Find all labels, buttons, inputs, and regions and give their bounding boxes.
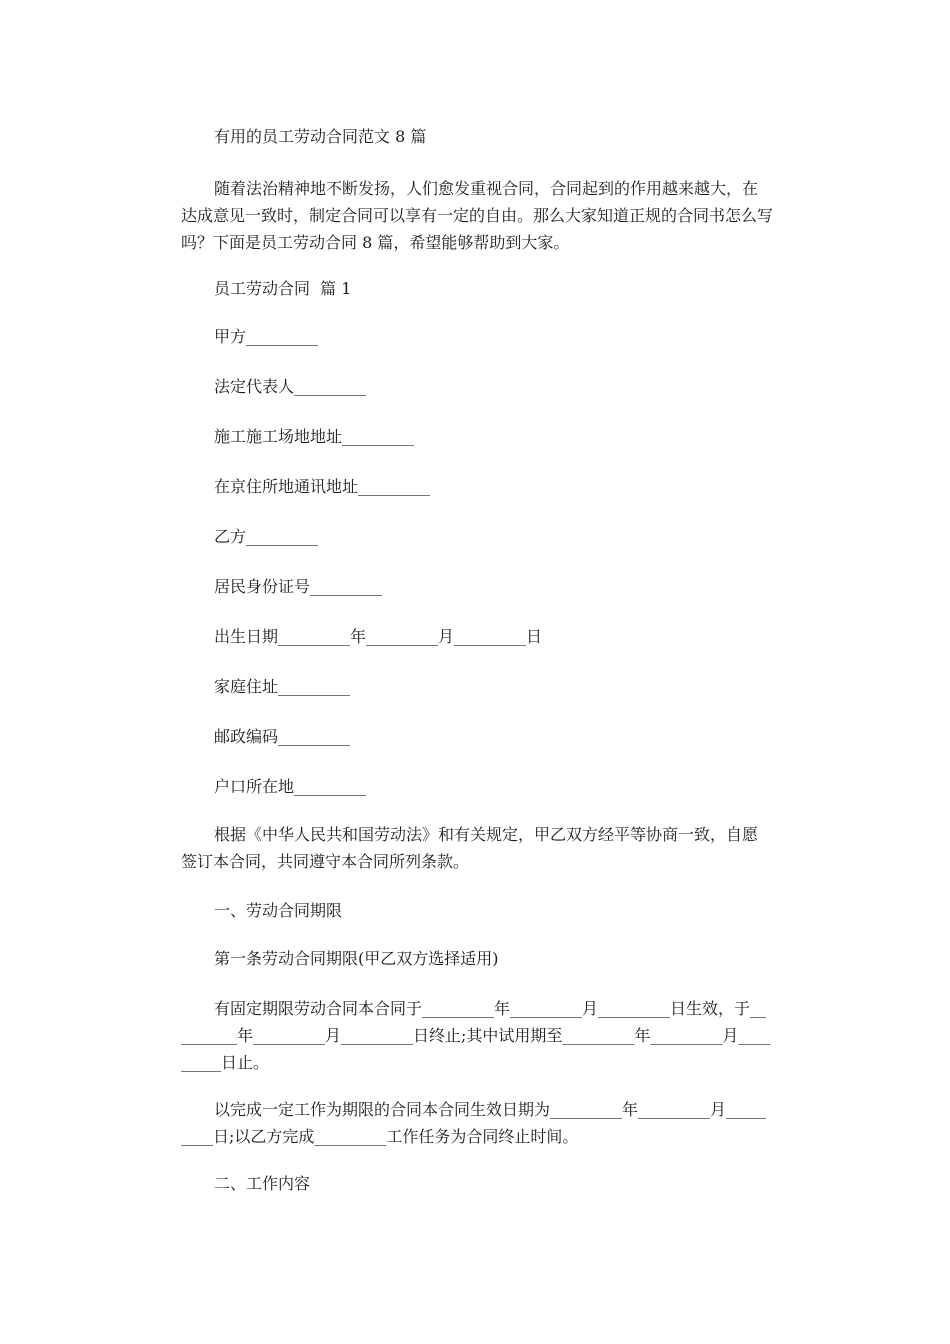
section-work-content: 二、工作内容 — [214, 1174, 311, 1193]
field-party-a: 甲方_________ — [214, 327, 319, 346]
article-one: 第一条劳动合同期限(甲乙双方选择适用) — [214, 949, 499, 968]
field-beijing-address: 在京住所地通讯地址_________ — [214, 477, 431, 496]
fixed-term-clause: 有固定期限劳动合同本合同于_________年_________月_________日生效，于_________年_________月_________日终止;其中试用期至_________年_________月_________日止。 — [181, 999, 771, 1072]
contract-heading: 员工劳动合同 篇 1 — [214, 279, 352, 298]
intro-paragraph: 随着法治精神地不断发扬，人们愈发重视合同，合同起到的作用越来越大，在达成意见一致时，制定合同可以享有一定的自由。那么大家知道正规的合同书怎么写吗？下面是员工劳动合同 8 篇，希望能够帮助到大家。 — [181, 179, 774, 252]
legal-basis-paragraph: 根据《中华人民共和国劳动法》和有关规定，甲乙双方经平等协商一致，自愿签订本合同，共同遵守本合同所列条款。 — [181, 825, 759, 871]
field-party-b: 乙方_________ — [214, 527, 319, 546]
document-title: 有用的员工劳动合同范文 8 篇 — [214, 127, 427, 146]
section-contract-term: 一、劳动合同期限 — [214, 901, 343, 920]
field-birth-date: 出生日期_________年_________月_________日 — [214, 627, 543, 646]
field-home-address: 家庭住址_________ — [214, 677, 351, 696]
field-household-registration: 户口所在地_________ — [214, 777, 367, 796]
field-site-address: 施工施工场地地址_________ — [214, 427, 415, 446]
field-postal-code: 邮政编码_________ — [214, 727, 351, 746]
task-term-clause: 以完成一定工作为期限的合同本合同生效日期为_________年_________月_________日;以乙方完成_________工作任务为合同终止时间。 — [181, 1100, 767, 1146]
field-legal-representative: 法定代表人_________ — [214, 377, 367, 396]
field-id-number: 居民身份证号_________ — [214, 577, 383, 596]
